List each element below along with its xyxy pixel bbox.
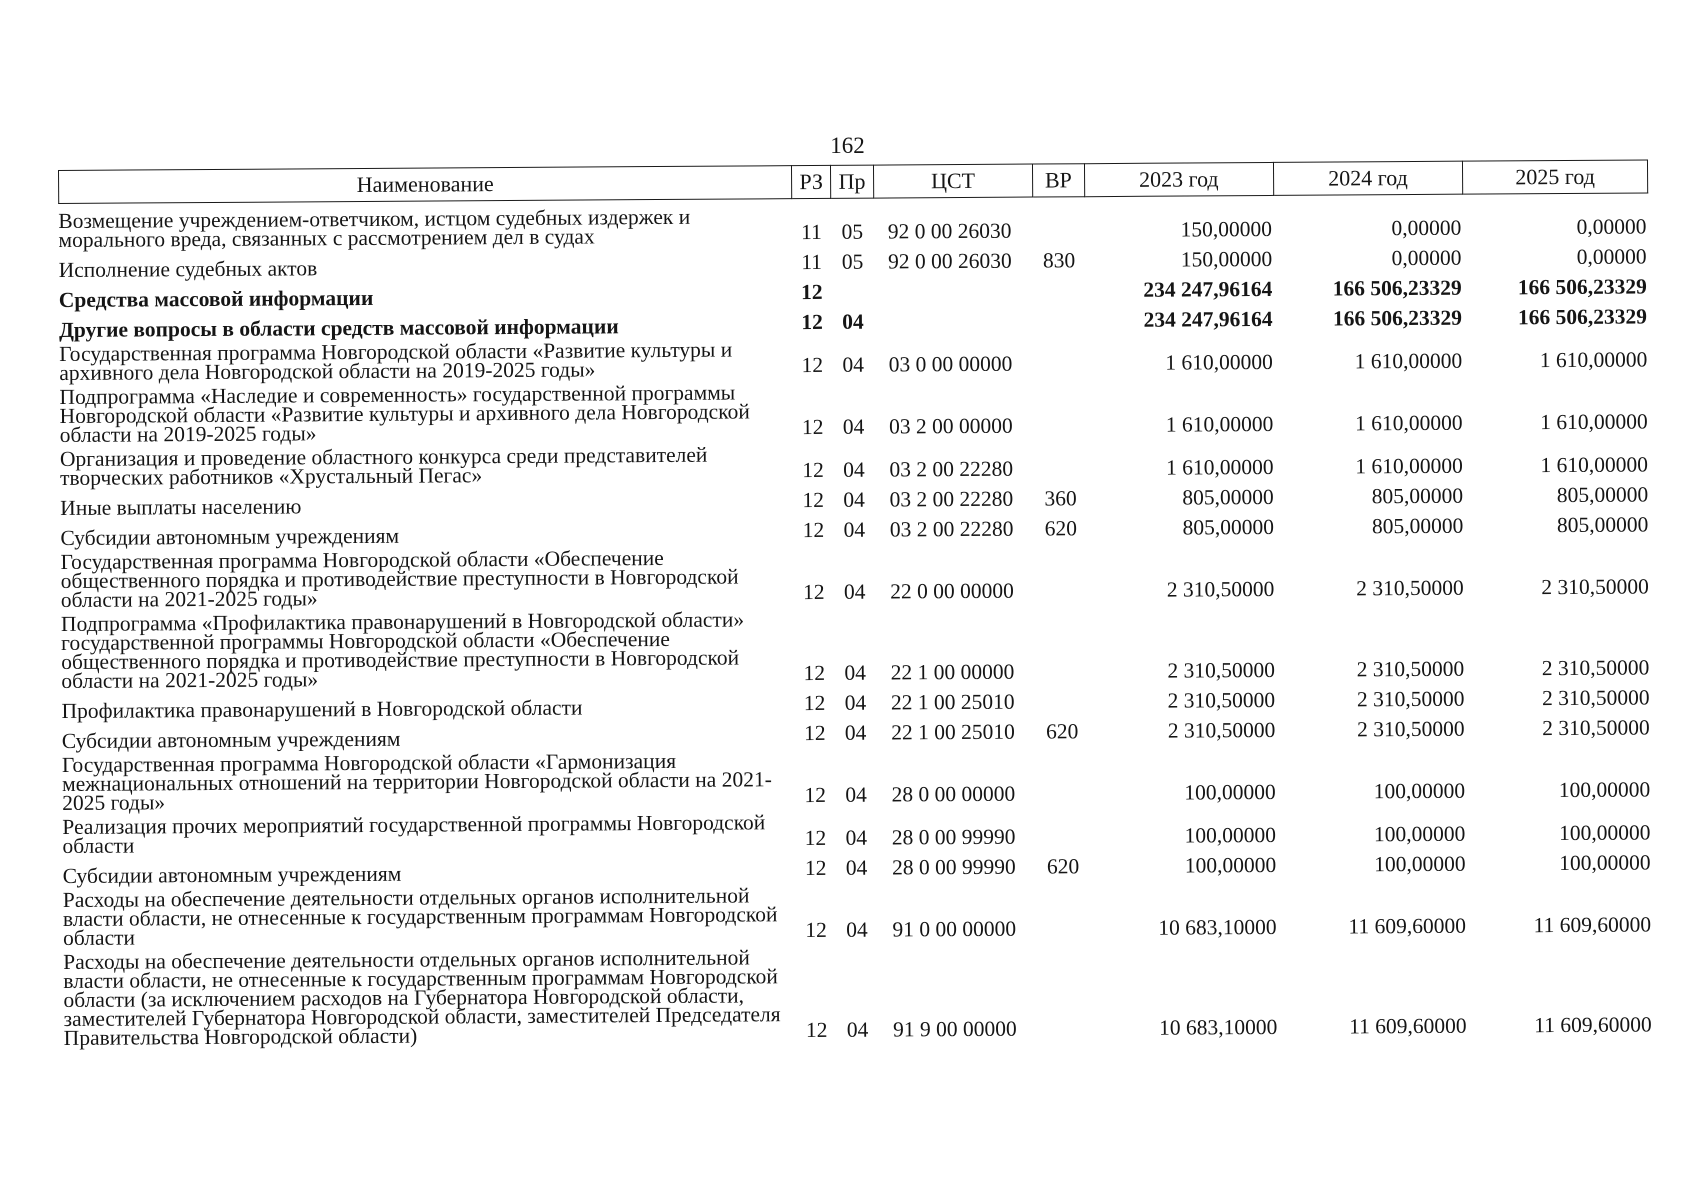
row-pr: 04 (845, 855, 868, 880)
row-vr (1037, 882, 1089, 944)
row-pr: 05 (841, 249, 864, 274)
row-name: Иные выплаты населению (60, 494, 302, 520)
row-amount-2025: 1 610,00000 (1540, 409, 1648, 435)
row-rz: 12 (801, 279, 823, 305)
row-name: Средства массовой информации (58, 285, 374, 312)
row-cst: 28 0 00 99990 (891, 854, 1016, 880)
row-vr: 830 (1042, 248, 1076, 273)
row-pr: 05 (841, 219, 864, 244)
row-name: Субсидии автономным учреждениям (61, 726, 401, 753)
table-row (63, 878, 1653, 951)
row-amount-2023: 234 247,96164 (1143, 306, 1273, 332)
header-pr: Пр (830, 165, 873, 198)
row-rz: 12 (804, 825, 827, 851)
row-amount-2023: 10 683,10000 (1158, 914, 1277, 940)
row-vr: 360 (1044, 486, 1077, 511)
row-pr: 04 (843, 517, 866, 542)
table-row (59, 375, 1649, 448)
row-rz: 11 (801, 219, 822, 245)
page-number: 162 (830, 133, 865, 158)
row-rz: 12 (803, 660, 826, 686)
row-amount-2025: 2 310,50000 (1541, 655, 1650, 681)
row-name: Реализация прочих мероприятий государственной программы Новгородской области (62, 810, 766, 858)
row-vr (1034, 336, 1086, 379)
row-amount-2025: 2 310,50000 (1541, 574, 1649, 600)
row-amount-2024: 100,00000 (1373, 778, 1466, 804)
row-vr: 620 (1046, 854, 1080, 879)
row-amount-2024: 805,00000 (1371, 513, 1464, 539)
row-name: Субсидии автономным учреждениям (60, 523, 400, 550)
header-2023: 2023 год (1084, 162, 1273, 196)
row-amount-2023: 2 310,50000 (1167, 657, 1275, 683)
row-amount-2025: 100,00000 (1558, 777, 1651, 803)
row-amount-2024: 166 506,23329 (1332, 275, 1462, 301)
row-vr (1038, 944, 1090, 1044)
row-vr (1034, 441, 1086, 484)
row-pr: 04 (846, 1017, 869, 1042)
row-vr (1033, 203, 1085, 246)
row-amount-2024: 1 610,00000 (1354, 348, 1463, 374)
row-name: Субсидии автономным учреждениям (62, 861, 402, 888)
row-pr: 04 (842, 309, 864, 334)
row-name: Другие вопросы в области средств массовой информации (58, 314, 619, 342)
row-name: Организация и проведение областного конкурса среди представителей творческих работников «Хрустальный Пегас» (59, 442, 708, 490)
row-amount-2024: 0,00000 (1391, 245, 1462, 271)
row-amount-2025: 0,00000 (1576, 244, 1647, 269)
row-cst: 03 2 00 22280 (889, 516, 1014, 542)
row-cst: 91 0 00 00000 (892, 916, 1017, 942)
row-vr (1036, 747, 1088, 809)
row-amount-2023: 1 610,00000 (1165, 411, 1274, 437)
row-amount-2024: 2 310,50000 (1357, 716, 1465, 742)
row-amount-2025: 166 506,23329 (1517, 274, 1647, 300)
row-name: Подпрограмма «Наследие и современность» государственной программы Новгородской области «Развитие культуры и архивного дела Новгородской области на 2019-2025 годы» (59, 380, 750, 447)
row-cst: 22 1 00 25010 (890, 689, 1015, 715)
header-name: Наименование (59, 166, 792, 204)
row-amount-2024: 0,00000 (1391, 215, 1462, 241)
table-row (63, 940, 1654, 1051)
row-amount-2023: 805,00000 (1182, 484, 1274, 510)
row-name: Исполнение судебных актов (58, 256, 318, 282)
row-pr: 04 (845, 825, 868, 850)
budget-table-sheet (58, 159, 1654, 1051)
row-name: Государственная программа Новгородской области «Гармонизация межнациональных отношений на территории Новгородской области на 2021-2025 годы» (61, 748, 772, 815)
row-pr: 04 (843, 457, 865, 482)
row-cst: 91 9 00 00000 (893, 1016, 1017, 1042)
row-amount-2023: 150,00000 (1180, 246, 1273, 272)
row-cst: 92 0 00 26030 (887, 248, 1012, 274)
row-name: Расходы на обеспечение деятельности отдельных органов исполнительной власти области, не отнесенные к государственным программам Новгородской области (62, 883, 778, 950)
row-cst: 03 2 00 00000 (889, 413, 1013, 439)
row-amount-2025: 2 310,50000 (1541, 685, 1650, 711)
table-row (61, 540, 1651, 613)
row-pr: 04 (842, 352, 865, 377)
row-name: Подпрограмма «Профилактика правонарушений в Новгородской области» государственной программы Новгородской области «Обеспечение общественного порядка и противодействие преступности в Новгородской области на 2021-2025 годы» (60, 607, 745, 693)
row-vr (1036, 687, 1088, 717)
row-amount-2023: 2 310,50000 (1167, 717, 1276, 743)
row-cst: 03 0 00 00000 (888, 351, 1013, 377)
row-vr (1036, 606, 1088, 687)
row-amount-2024: 2 310,50000 (1356, 575, 1464, 601)
row-amount-2024: 1 610,00000 (1355, 453, 1463, 479)
header-2024: 2024 год (1273, 161, 1462, 195)
row-amount-2024: 2 310,50000 (1356, 656, 1465, 682)
row-rz: 12 (803, 690, 826, 716)
row-pr (831, 278, 874, 308)
row-name: Государственная программа Новгородской области «Обеспечение общественного порядка и противодействие преступности в Новгородской области на 2021-2025 годы» (60, 545, 739, 612)
row-vr (1034, 306, 1086, 336)
row-name: Возмещение учреждением-ответчиком, истцом судебных издержек и морального вреда, связанных с рассмотрением дел в судах (58, 204, 691, 252)
table-row (61, 602, 1652, 694)
header-2025: 2025 год (1463, 160, 1648, 194)
row-cst: 28 0 00 00000 (891, 781, 1016, 807)
row-amount-2025: 1 610,00000 (1539, 347, 1648, 373)
row-vr (1037, 809, 1089, 852)
row-amount-2023: 10 683,10000 (1158, 1014, 1278, 1040)
row-rz: 12 (804, 782, 827, 808)
row-rz: 12 (801, 352, 824, 378)
row-vr (1035, 544, 1087, 606)
row-amount-2025: 805,00000 (1556, 482, 1649, 508)
row-amount-2023: 2 310,50000 (1167, 687, 1276, 713)
row-amount-2023: 234 247,96164 (1143, 276, 1273, 302)
row-amount-2024: 1 610,00000 (1355, 410, 1463, 436)
row-amount-2023: 150,00000 (1180, 216, 1273, 242)
row-rz: 12 (802, 517, 825, 543)
row-cst: 03 2 00 22280 (889, 456, 1014, 482)
row-rz: 12 (804, 855, 827, 881)
row-amount-2023: 805,00000 (1182, 514, 1275, 540)
row-rz: 12 (802, 487, 825, 513)
row-amount-2024: 166 506,23329 (1332, 305, 1462, 331)
row-cst (874, 277, 1033, 308)
header-rz: РЗ (792, 165, 831, 198)
header-row (59, 160, 1648, 204)
row-amount-2025: 11 609,60000 (1533, 912, 1652, 938)
row-amount-2023: 100,00000 (1184, 822, 1277, 848)
table-body (58, 199, 1654, 1051)
header-cst: ЦСТ (873, 164, 1032, 198)
row-amount-2024: 2 310,50000 (1356, 686, 1465, 712)
row-amount-2024: 11 609,60000 (1349, 1013, 1467, 1039)
row-cst: 28 0 00 99990 (891, 824, 1016, 850)
row-amount-2025: 166 506,23329 (1517, 304, 1648, 330)
row-name: Профилактика правонарушений в Новгородской области (61, 695, 583, 723)
row-name: Государственная программа Новгородской области «Развитие культуры и архивного дела Новгородской области на 2019-2025 годы» (59, 337, 733, 385)
row-amount-2025: 100,00000 (1558, 820, 1651, 846)
row-vr (1033, 276, 1085, 306)
row-pr: 04 (842, 414, 865, 439)
row-pr: 04 (843, 487, 865, 512)
row-pr: 04 (846, 917, 868, 942)
row-rz: 12 (805, 1017, 828, 1043)
row-cst: 22 0 00 00000 (890, 578, 1014, 604)
row-pr: 04 (844, 660, 867, 685)
row-cst: 03 2 00 22280 (889, 486, 1014, 512)
row-amount-2024: 805,00000 (1371, 483, 1464, 509)
row-cst: 92 0 00 26030 (887, 218, 1012, 244)
row-amount-2023: 2 310,50000 (1166, 576, 1275, 602)
row-pr: 04 (844, 690, 867, 715)
row-amount-2024: 100,00000 (1374, 851, 1466, 877)
row-pr: 04 (843, 579, 866, 604)
row-vr (1034, 379, 1086, 441)
row-amount-2025: 805,00000 (1556, 512, 1649, 538)
row-amount-2023: 100,00000 (1184, 779, 1276, 805)
row-cst: 22 1 00 00000 (890, 659, 1015, 685)
row-rz: 12 (801, 414, 824, 440)
row-pr: 04 (845, 782, 867, 807)
table-row (62, 743, 1652, 816)
row-rz: 12 (803, 720, 826, 746)
row-rz: 11 (801, 249, 823, 275)
header-vr: ВР (1033, 164, 1085, 197)
row-vr: 620 (1045, 719, 1079, 744)
row-amount-2023: 1 610,00000 (1165, 349, 1273, 375)
row-amount-2024: 100,00000 (1373, 821, 1466, 847)
row-pr: 04 (844, 720, 867, 745)
row-rz: 12 (803, 579, 825, 605)
row-rz: 12 (802, 457, 824, 483)
row-name: Расходы на обеспечение деятельности отдельных органов исполнительной власти области, не отнесенные к государственным программам Новгородской области (за исключением расходов на Губернатора Новгородской области, заместителей Губернатора Новгородской области, заместителей Председателя Правительства Новгородской области) (63, 945, 781, 1050)
row-amount-2024: 11 609,60000 (1348, 913, 1467, 939)
row-cst (874, 307, 1033, 338)
row-amount-2025: 2 310,50000 (1542, 715, 1650, 741)
row-amount-2023: 100,00000 (1184, 852, 1277, 878)
row-amount-2025: 0,00000 (1576, 214, 1647, 239)
row-rz: 12 (801, 309, 823, 335)
row-amount-2025: 1 610,00000 (1540, 452, 1649, 478)
row-amount-2025: 11 609,60000 (1534, 1012, 1652, 1038)
row-vr: 620 (1044, 516, 1078, 541)
row-rz: 12 (805, 917, 827, 943)
table-header (58, 159, 1648, 204)
row-cst: 22 1 00 25010 (891, 719, 1015, 745)
row-amount-2025: 100,00000 (1559, 850, 1651, 876)
row-amount-2023: 1 610,00000 (1165, 454, 1274, 480)
